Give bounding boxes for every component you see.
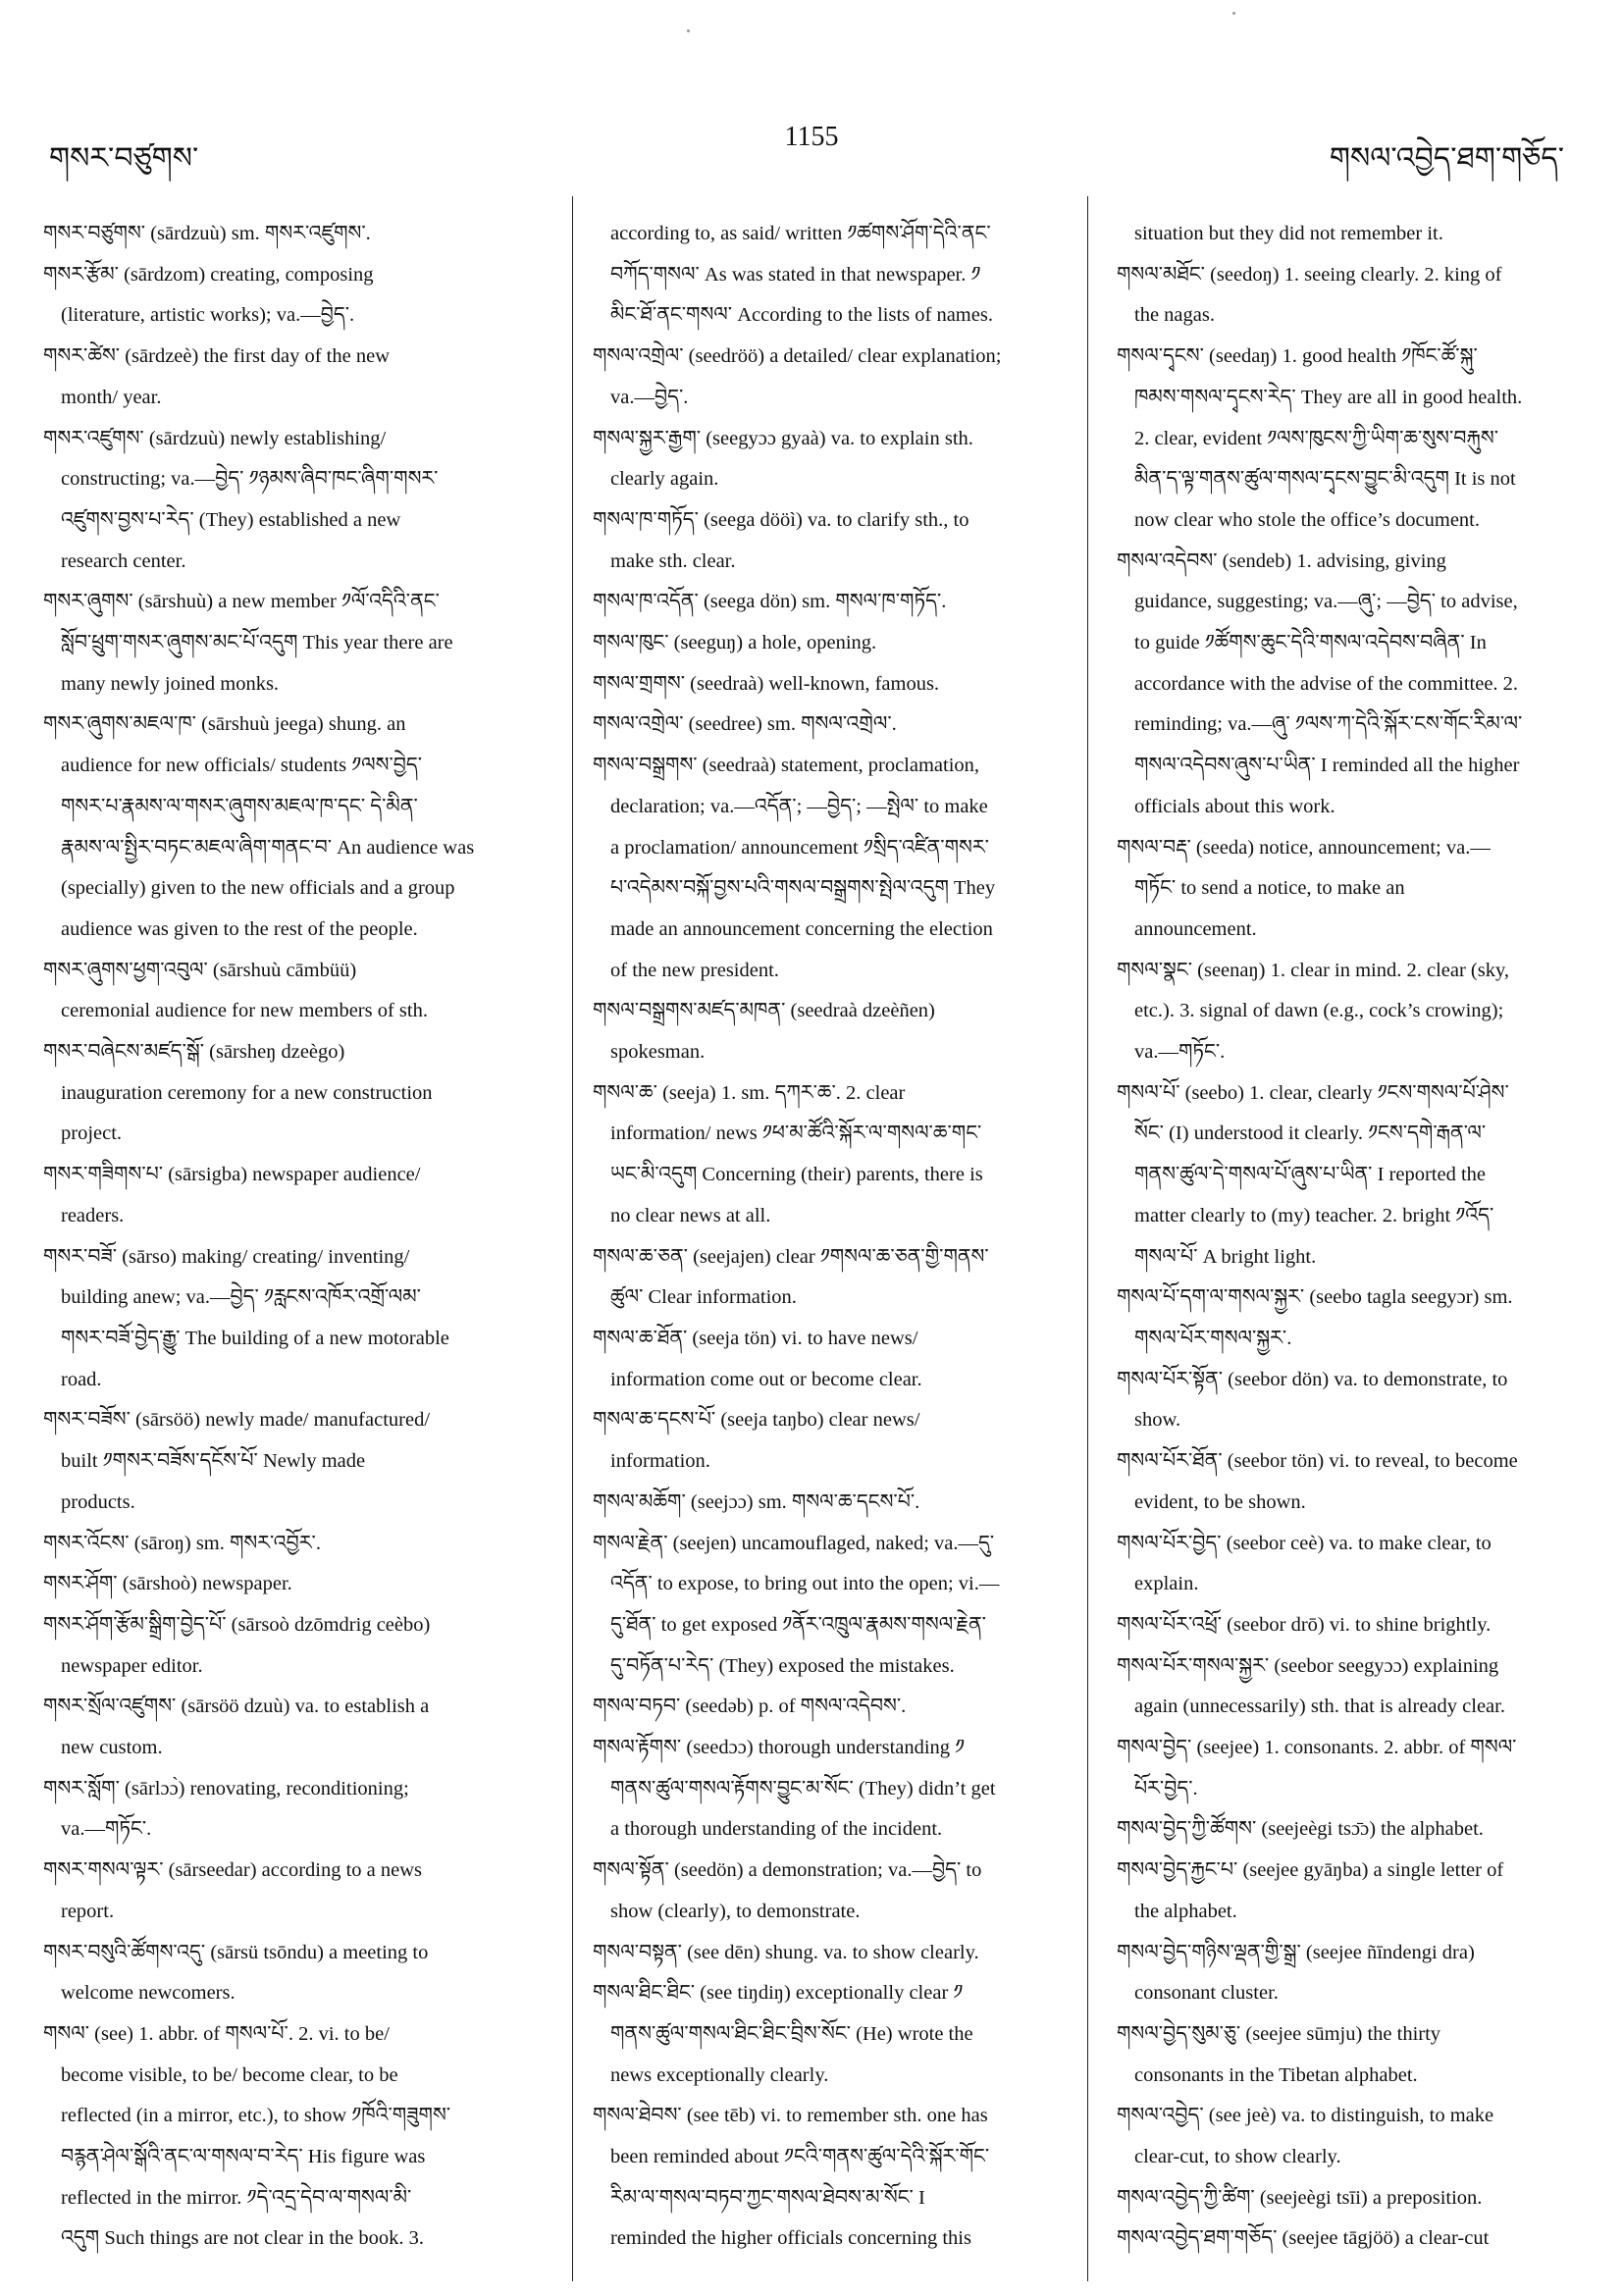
scan-speck xyxy=(687,29,690,32)
entry-continuation-line: guidance, suggesting; va.—ཞུ་; —བྱེད་ to advise, xyxy=(1134,591,1518,613)
entry-continuation-line: building anew; va.—བྱེད་ ༡རླངས་འཁོར་འགྲོ་ལམ་ xyxy=(61,1286,421,1309)
entry-continuation-line: situation but they did not remember it. xyxy=(1134,223,1443,244)
entry-headword-line: གསལ་བསྒྲགས་ (seedraà) statement, proclamation, xyxy=(593,755,980,777)
entry-continuation-line: a proclamation/ announcement ༡སྲིད་འཛིན་གསར་ xyxy=(610,836,989,859)
entry-continuation-line: གསལ་པོ་ A bright light. xyxy=(1134,1245,1317,1268)
entry-headword-line: གསལ་མཆོག་ (seejɔɔ) sm. གསལ་ཆ་དངས་པོ་. xyxy=(593,1490,920,1513)
entry-continuation-line: འདོན་ to expose, to bring out into the open; vi.— xyxy=(610,1573,1000,1595)
entry-continuation-line: report. xyxy=(61,1900,115,1922)
entry-continuation-line: now clear who stole the office’s document. xyxy=(1134,508,1481,531)
entry-headword-line: གསལ་པོ་ (seebo) 1. clear, clearly ༡ངས་གསལ་པོ་ཤེས་ xyxy=(1117,1081,1509,1104)
entry-continuation-line: show. xyxy=(1134,1409,1181,1432)
entry-continuation-line: གསལ་འདེབས་ཞུས་པ་ཡིན་ I reminded all the higher xyxy=(1134,755,1520,777)
entry-headword-line: གསལ་ཆ་ (seeja) 1. sm. དཀར་ཆ་. 2. clear xyxy=(593,1081,906,1104)
running-head-left: གསར་བཙུགས་ xyxy=(49,142,199,175)
entry-continuation-line: clearly again. xyxy=(610,468,719,491)
entry-continuation-line: སློབ་ཕྲུག་གསར་ཞུགས་མང་པོ་འདུག This year there are xyxy=(61,632,453,654)
entry-continuation-line: དུ་བཏོན་པ་རེད་ (They) exposed the mistakes. xyxy=(610,1654,955,1677)
entry-headword-line: གསལ་ཆ་ཐོན་ (seeja tön) vi. to have news/ xyxy=(593,1327,918,1349)
entry-continuation-line: གསལ་པོར་གསལ་སྐྱར་. xyxy=(1134,1327,1292,1349)
entry-continuation-line: according to, as said/ written ༡ཚགས་ཤོག་དེའི་ནང་ xyxy=(610,223,991,244)
entry-continuation-line: གསར་པ་རྣམས་ལ་གསར་ཞུགས་མཇལ་ཁ་དང་ དེ་མིན་ xyxy=(61,795,418,817)
entry-headword-line: གསལ་པོ་དག་ལ་གསལ་སྐྱར་ (seebo tagla seegyɔr) sm. xyxy=(1117,1286,1513,1309)
entry-continuation-line: མིན་ད་ལྟ་གནས་ཚུལ་གསལ་དྭངས་བྱུང་མི་འདུག It is not xyxy=(1134,468,1516,491)
entry-headword-line: གསལ་བསྟན་ (see dēn) shung. va. to show clearly. xyxy=(593,1941,979,1963)
entry-continuation-line: audience for new officials/ students ༡ལས་བྱེད་ xyxy=(61,755,423,777)
entry-continuation-line: པོར་བྱེད་. xyxy=(1134,1777,1198,1800)
entry-headword-line: གསལ་ཆ་ཅན་ (seejajen) clear ༡གསལ་ཆ་ཅན་གྱི་གནས་ xyxy=(593,1245,989,1268)
entry-continuation-line: matter clearly to (my) teacher. 2. bright ༡འོད་ xyxy=(1134,1204,1494,1226)
entry-continuation-line: མིང་ཐོ་ནང་གསལ་ According to the lists of names. xyxy=(610,304,993,327)
entry-headword-line: གསལ་ཐིང་ཐིང་ (see tiŋdiŋ) exceptionally clear ༡ xyxy=(593,1982,964,2005)
entry-headword-line: གསལ་བྱེད་ (seejee) 1. consonants. 2. abbr. of གསལ་ xyxy=(1117,1737,1517,1759)
entry-headword-line: གསལ་པོར་གསལ་སྐྱར་ (seebor seegyɔɔ) explaining xyxy=(1117,1654,1499,1677)
entry-continuation-line: 2. clear, evident ༡ལས་ཁུངས་ཀྱི་ཡིག་ཆ་སུས་བརྐུས་ xyxy=(1134,427,1499,449)
entry-continuation-line: va.—གཏོང་. xyxy=(61,1818,152,1841)
entry-continuation-line: consonants in the Tibetan alphabet. xyxy=(1134,2063,1418,2086)
scan-speck xyxy=(1232,12,1235,15)
entry-headword-line: གསར་ཤོག་ (sārshoò) newspaper. xyxy=(43,1573,292,1595)
entry-continuation-line: readers. xyxy=(61,1204,125,1226)
entry-headword-line: གསར་གཟིགས་པ་ (sārsigba) newspaper audience/ xyxy=(43,1164,421,1186)
entry-continuation-line: newspaper editor. xyxy=(61,1654,203,1677)
entry-headword-line: གསལ་སྣང་ (seenaŋ) 1. clear in mind. 2. clear (sky, xyxy=(1117,959,1510,981)
entry-headword-line: གསར་ཞུགས་མཇལ་ཁ་ (sārshuù jeega) shung. an xyxy=(43,713,406,736)
entry-continuation-line: the alphabet. xyxy=(1134,1900,1237,1922)
entry-continuation-line: etc.). 3. signal of dawn (e.g., cock’s crowing); xyxy=(1134,1000,1504,1022)
entry-continuation-line: built ༡གསར་བཟོས་དངོས་པོ་ Newly made xyxy=(61,1450,366,1473)
entry-headword-line: གསལ་པོར་བྱེད་ (seebor ceè) va. to make clear, to xyxy=(1117,1532,1492,1554)
entry-continuation-line: ཚུལ་ Clear information. xyxy=(610,1286,797,1309)
entry-continuation-line: གནས་ཚུལ་གསལ་རྟོགས་བྱུང་མ་སོང་ (They) didn’t get xyxy=(610,1777,996,1800)
entry-continuation-line: clear-cut, to show clearly. xyxy=(1134,2146,1341,2168)
entry-continuation-line: པ་འདེམས་བསྐོ་བྱས་པའི་གསལ་བསྒྲགས་སྤེལ་འདུག They xyxy=(610,877,996,900)
entry-continuation-line: རིམ་ལ་གསལ་བཏབ་ཀྱང་གསལ་ཐེབས་མ་སོང་ I xyxy=(610,2186,925,2209)
entry-headword-line: གསལ་རྗེན་ (seejen) uncamouflaged, naked; va.—དུ་ xyxy=(593,1532,995,1554)
entry-headword-line: གསལ་བྱེད་གཉིས་ལྡན་གྱི་སྒྲ་ (seejee ñīndengi dra) xyxy=(1117,1941,1475,1963)
entry-headword-line: གསལ་བྱེད་རྐྱང་པ་ (seejee gyāŋba) a single letter of xyxy=(1117,1859,1504,1882)
entry-headword-line: གསར་བཙུགས་ (sārdzuù) sm. གསར་འཛུགས་. xyxy=(43,223,371,244)
entry-continuation-line: announcement. xyxy=(1134,917,1257,940)
entry-continuation-line: many newly joined monks. xyxy=(61,672,280,695)
dictionary-column-3 xyxy=(1117,214,1588,2260)
entry-continuation-line: spokesman. xyxy=(610,1041,706,1064)
entry-headword-line: གསར་འོངས་ (sāroŋ) sm. གསར་འབྱོར་. xyxy=(43,1532,321,1554)
entry-continuation-line: audience was given to the rest of the people. xyxy=(61,917,418,940)
entry-continuation-line: road. xyxy=(61,1368,102,1390)
entry-headword-line: གསལ་ཁུང་ (seeguŋ) a hole, opening. xyxy=(593,632,877,654)
entry-continuation-line: show (clearly), to demonstrate. xyxy=(610,1900,861,1922)
entry-continuation-line: ཡང་མི་འདུག Concerning (their) parents, there is xyxy=(610,1164,983,1186)
entry-continuation-line: the nagas. xyxy=(1134,304,1215,327)
entry-continuation-line: inauguration ceremony for a new construction xyxy=(61,1081,433,1104)
dictionary-column-2 xyxy=(593,214,1079,2260)
entry-continuation-line: va.—བྱེད་. xyxy=(610,386,689,408)
entry-headword-line: གསལ་ཁ་གཏོད་ (seega dööì) va. to clarify sth., to xyxy=(593,508,969,531)
entry-headword-line: གསལ་འབྱེད་ (see jeè) va. to distinguish, to make xyxy=(1117,2105,1494,2127)
entry-headword-line: གསལ་བསྒྲགས་མཛད་མཁན་ (seedraà dzeèñen) xyxy=(593,1000,935,1022)
entry-continuation-line: ceremonial audience for new members of sth. xyxy=(61,1000,428,1022)
entry-continuation-line: declaration; va.—འདོན་; —བྱེད་; —སྤེལ་ to make xyxy=(610,795,988,817)
entry-headword-line: གསལ་གྲགས་ (seedraà) well-known, famous. xyxy=(593,672,940,695)
entry-continuation-line: project. xyxy=(61,1122,123,1145)
entry-continuation-line: འཛུགས་བྱས་པ་རེད་ (They) established a new xyxy=(61,508,401,531)
entry-continuation-line: reflected in the mirror. ༡དེ་འདྲ་དེབ་ལ་གསལ་མི་ xyxy=(61,2186,412,2209)
entry-continuation-line: officials about this work. xyxy=(1134,795,1335,817)
entry-headword-line: གསལ་སྟོན་ (seedön) a demonstration; va.—བྱེད་ to xyxy=(593,1859,982,1882)
entry-headword-line: གསལ་བྱེད་སུམ་ཅུ་ (seejee sūmju) the thirty xyxy=(1117,2022,1441,2045)
entry-continuation-line: explain. xyxy=(1134,1573,1199,1595)
entry-continuation-line: news exceptionally clearly. xyxy=(610,2063,829,2086)
entry-continuation-line: (literature, artistic works); va.—བྱེད་. xyxy=(61,304,355,327)
entry-continuation-line: become visible, to be/ become clear, to be xyxy=(61,2063,398,2086)
entry-continuation-line: information. xyxy=(610,1450,710,1473)
entry-continuation-line: consonant cluster. xyxy=(1134,1982,1279,2005)
entry-headword-line: གསལ་པོར་འཕྲོ་ (seebor drō) vi. to shine brightly. xyxy=(1117,1613,1492,1636)
entry-headword-line: གསར་ཤོག་རྩོམ་སྒྲིག་བྱེད་པོ་ (sārsoò dzōmdrig ceèbo) xyxy=(43,1613,431,1636)
entry-continuation-line: accordance with the advise of the committee. 2. xyxy=(1134,672,1519,695)
entry-headword-line: གསལ་དྭངས་ (seedaŋ) 1. good health ༡ཁོང་ཚོ་སྐུ་ xyxy=(1117,345,1478,368)
entry-headword-line: གསལ་བཏབ་ (seedəb) p. of གསལ་འདེབས་. xyxy=(593,1696,907,1718)
entry-headword-line: གསར་ཞུགས་ཕྱག་འབུལ་ (sārshuù cāmbüü) xyxy=(43,959,357,981)
entry-headword-line: གསར་སྲོལ་འཛུགས་ (sārsöö dzuù) va. to establish a xyxy=(43,1696,430,1718)
entry-headword-line: གསལ་མཐོང་ (seedoŋ) 1. seeing clearly. 2. king of xyxy=(1117,263,1502,286)
entry-headword-line: གསལ་འགྲེལ་ (seedree) sm. གསལ་འགྲེལ་. xyxy=(593,713,897,736)
entry-continuation-line: སོང་ (I) understood it clearly. ༡ངས་དགེ་རྒན་ལ་ xyxy=(1134,1122,1487,1145)
entry-continuation-line: evident, to be shown. xyxy=(1134,1490,1306,1513)
entry-headword-line: གསར་འཛུགས་ (sārdzuù) newly establishing/ xyxy=(43,427,387,449)
entry-continuation-line: reminded the higher officials concerning this xyxy=(610,2227,971,2250)
entry-continuation-line: again (unnecessarily) sth. that is already clear. xyxy=(1134,1696,1505,1718)
entry-continuation-line: welcome newcomers. xyxy=(61,1982,236,2005)
entry-headword-line: གསལ་ཆ་དངས་པོ་ (seeja taŋbo) clear news/ xyxy=(593,1409,920,1432)
entry-continuation-line: month/ year. xyxy=(61,386,162,408)
entry-headword-line: གསར་བཟོས་ (sārsöö) newly made/ manufactured/ xyxy=(43,1409,431,1432)
entry-continuation-line: constructing; va.—བྱེད་ ༡ཉམས་ཞིབ་ཁང་ཞིག་གསར་ xyxy=(61,468,439,491)
running-head-right: གསལ་འབྱེད་ཐག་གཅོད་ xyxy=(1329,142,1564,175)
entry-headword-line: གསལ་ཁ་འདོན་ (seega dön) sm. གསལ་ཁ་གཏོད་. xyxy=(593,591,947,613)
entry-headword-line: གསར་གསལ་ལྟར་ (sārseedar) according to a news xyxy=(43,1859,423,1882)
entry-continuation-line: information/ news ༡ཕ་མ་ཚོའི་སྐོར་ལ་གསལ་ཆ་གང་ xyxy=(610,1122,982,1145)
entry-continuation-line: been reminded about ༡ངའི་གནས་ཚུལ་དེའི་སྐོར་གོང་ xyxy=(610,2146,990,2168)
entry-headword-line: གསལ་འདེབས་ (sendeb) 1. advising, giving xyxy=(1117,549,1446,572)
entry-headword-line: གསར་ཚེས་ (sārdzeè) the first day of the new xyxy=(43,345,391,368)
entry-headword-line: གསར་རྩོམ་ (sārdzom) creating, composing xyxy=(43,263,374,286)
entry-continuation-line: products. xyxy=(61,1490,135,1513)
entry-continuation-line: research center. xyxy=(61,549,186,572)
entry-continuation-line: རྣམས་ལ་སྤྱིར་བཏང་མཇལ་ཞིག་གནང་བ་ An audience was xyxy=(61,836,475,859)
entry-headword-line: གསལ་བརྡ་ (seeda) notice, announcement; va.— xyxy=(1117,836,1491,859)
entry-headword-line: གསལ་འབྱེད་ཀྱི་ཚིག་ (seejeègi tsīi) a preposition. xyxy=(1117,2186,1483,2209)
entry-continuation-line: of the new president. xyxy=(610,959,779,981)
entry-continuation-line: གནས་ཚུལ་དེ་གསལ་པོ་ཞུས་པ་ཡིན་ I reported the xyxy=(1134,1164,1486,1186)
entry-continuation-line: to guide ༡ཚོགས་ཆུང་དེའི་གསལ་འདེབས་བཞིན་ In xyxy=(1134,632,1487,654)
entry-continuation-line: a thorough understanding of the incident. xyxy=(610,1818,943,1841)
entry-continuation-line: གཏོང་ to send a notice, to make an xyxy=(1134,877,1405,900)
entry-headword-line: གསར་སློག་ (sārlɔɔ̀) renovating, reconditioning; xyxy=(43,1777,409,1800)
entry-continuation-line: བཀོད་གསལ་ As was stated in that newspaper. ༡ xyxy=(610,263,981,286)
entry-headword-line: གསལ་འགྲེལ་ (seedröö) a detailed/ clear explanation; xyxy=(593,345,1002,368)
entry-headword-line: གསལ་འབྱེད་ཐག་གཅོད་ (seejee tāgjöö) a clear-cut xyxy=(1117,2227,1490,2250)
entry-continuation-line: (specially) given to the new officials and a group xyxy=(61,877,455,900)
page-number: 1155 xyxy=(784,122,839,152)
entry-continuation-line: འདུག Such things are not clear in the book. 3. xyxy=(61,2227,424,2250)
entry-headword-line: གསལ་པོར་ཐོན་ (seebor tön) vi. to reveal, to become xyxy=(1117,1450,1518,1473)
entry-headword-line: གསར་བཟོ་ (sārso) making/ creating/ inventing/ xyxy=(43,1245,410,1268)
entry-continuation-line: གསར་བཟོ་བྱེད་རྒྱུ་ The building of a new motorable xyxy=(61,1327,449,1349)
entry-continuation-line: no clear news at all. xyxy=(610,1204,771,1226)
entry-headword-line: གསར་ཞུགས་ (sārshuù) a new member ༡ལོ་འདིའི་ནང་ xyxy=(43,591,440,613)
entry-continuation-line: made an announcement concerning the election xyxy=(610,917,993,940)
entry-continuation-line: reflected (in a mirror, etc.), to show ༡ཁོའི་གཟུགས་ xyxy=(61,2105,451,2127)
entry-headword-line: གསལ་རྟོགས་ (seedɔɔ) thorough understanding ༡ xyxy=(593,1737,966,1759)
entry-headword-line: གསར་བཞེངས་མཛད་སྒོ་ (sārsheŋ dzeègo) xyxy=(43,1041,345,1064)
entry-headword-line: གསལ་པོར་སྟོན་ (seebor dön) va. to demonstrate, to xyxy=(1117,1368,1508,1390)
entry-headword-line: གསལ་ (see) 1. abbr. of གསལ་པོ་. 2. vi. to be/ xyxy=(43,2022,390,2045)
entry-continuation-line: va.—གཏོང་. xyxy=(1134,1041,1226,1064)
entry-continuation-line: reminding; va.—ཞུ་ ༡ལས་ཀ་དེའི་སྐོར་ངས་གོང་རིམ་ལ་ xyxy=(1134,713,1523,736)
entry-headword-line: གསར་བསུའི་ཚོགས་འདུ་ (sārsü tsōndu) a meeting to xyxy=(43,1941,429,1963)
entry-continuation-line: information come out or become clear. xyxy=(610,1368,922,1390)
dictionary-column-1 xyxy=(43,214,553,2260)
column-divider xyxy=(1087,196,1088,2281)
entry-headword-line: གསལ་བྱེད་ཀྱི་ཚོགས་ (seejeègi tsɔ̄ɔ) the alphabet. xyxy=(1117,1818,1484,1841)
column-divider xyxy=(572,196,573,2281)
entry-headword-line: གསལ་ཐེབས་ (see tēb) vi. to remember sth. one has xyxy=(593,2105,988,2127)
entry-continuation-line: make sth. clear. xyxy=(610,549,736,572)
entry-continuation-line: དུ་ཐོན་ to get exposed ༡ནོར་འཁྲུལ་རྣམས་གསལ་རྗེན་ xyxy=(610,1613,986,1636)
entry-headword-line: གསལ་སྐྱར་རྒྱག་ (seegyɔɔ gyaà) va. to explain sth. xyxy=(593,427,973,449)
entry-continuation-line: གནས་ཚུལ་གསལ་ཐིང་ཐིང་བྲིས་སོང་ (He) wrote the xyxy=(610,2022,973,2045)
entry-continuation-line: བརྙན་ཤེལ་སྒོའི་ནང་ལ་གསལ་བ་རེད་ His figure was xyxy=(61,2146,426,2168)
entry-continuation-line: ཁམས་གསལ་དྭངས་རེད་ They are all in good health. xyxy=(1134,386,1523,408)
entry-continuation-line: new custom. xyxy=(61,1737,163,1759)
